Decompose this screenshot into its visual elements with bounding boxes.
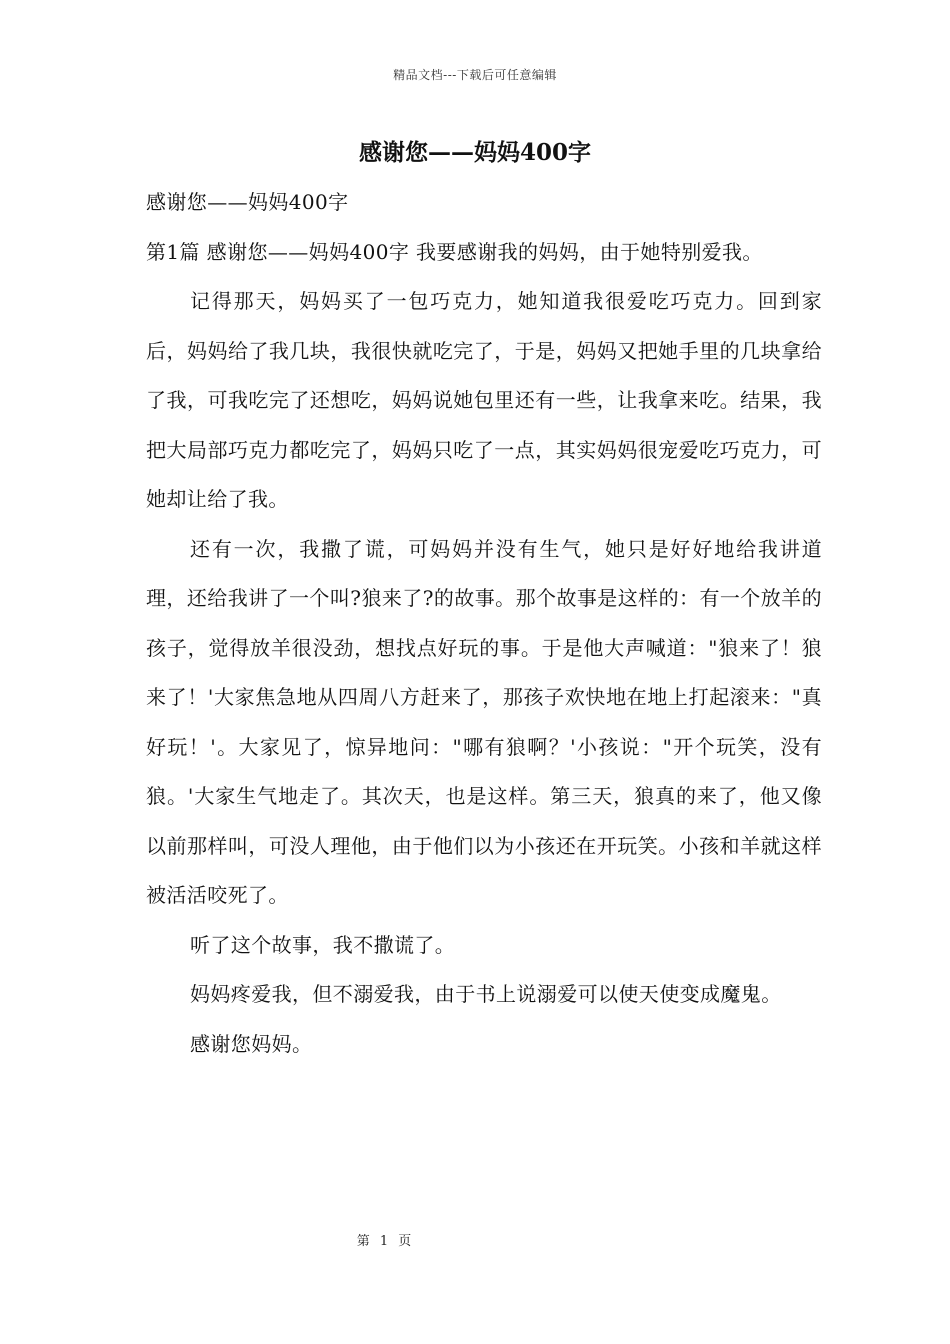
- document-body: [146, 178, 822, 1069]
- chocolate-paragraph: 记得那天，妈妈买了一包巧克力，她知道我很爱吃巧克力。回到家后，妈妈给了我几块，我很快就吃完了，于是，妈妈又把她手里的几块拿给了我，可我吃完了还想吃，妈妈说她包里还有一些，让我拿来吃。结果，我把大局部巧克力都吃完了，妈妈只吃了一点，其实妈妈很宠爱吃巧克力，可她却让给了我。: [146, 289, 822, 511]
- love-paragraph: 妈妈疼爱我，但不溺爱我，由于书上说溺爱可以使天使变成魔鬼。: [190, 982, 782, 1006]
- lesson-paragraph: 听了这个故事，我不撒谎了。: [190, 932, 456, 957]
- page-prefix: 第: [356, 1234, 370, 1249]
- closing-paragraph: 感谢您妈妈。: [190, 1031, 313, 1056]
- intro-paragraph: 第1篇 感谢您——妈妈400字 我要感谢我的妈妈，由于她特别爱我。: [146, 239, 763, 264]
- story-paragraph: 还有一次，我撒了谎，可妈妈并没有生气，她只是好好地给我讲道理，还给我讲了一个叫?狼来了?的故事。那个故事是这样的：有一个放羊的孩子，觉得放羊很没劲，想找点好玩的事。于是他大声喊道："狼来了！狼来了！'大家焦急地从四周八方赶来了，那孩子欢快地在地上打起滚来："真好玩！'。大家见了，惊异地问："哪有狼啊？'小孩说："开个玩笑，没有狼。'大家生气地走了。其次天，也是这样。第三天，狼真的来了，他又像以前那样叫，可没人理他，由于他们以为小孩还在开玩笑。小孩和羊就这样被活活咬死了。: [146, 536, 822, 907]
- subtitle-paragraph: 感谢您——妈妈400字: [146, 190, 349, 214]
- page-suffix: 页: [398, 1234, 412, 1249]
- page-footer: [0, 1230, 768, 1249]
- header-note: 精品文档---下载后可任意编辑: [393, 68, 557, 82]
- page-number: 1: [379, 1234, 389, 1249]
- document-title: 感谢您——妈妈400字: [358, 139, 591, 166]
